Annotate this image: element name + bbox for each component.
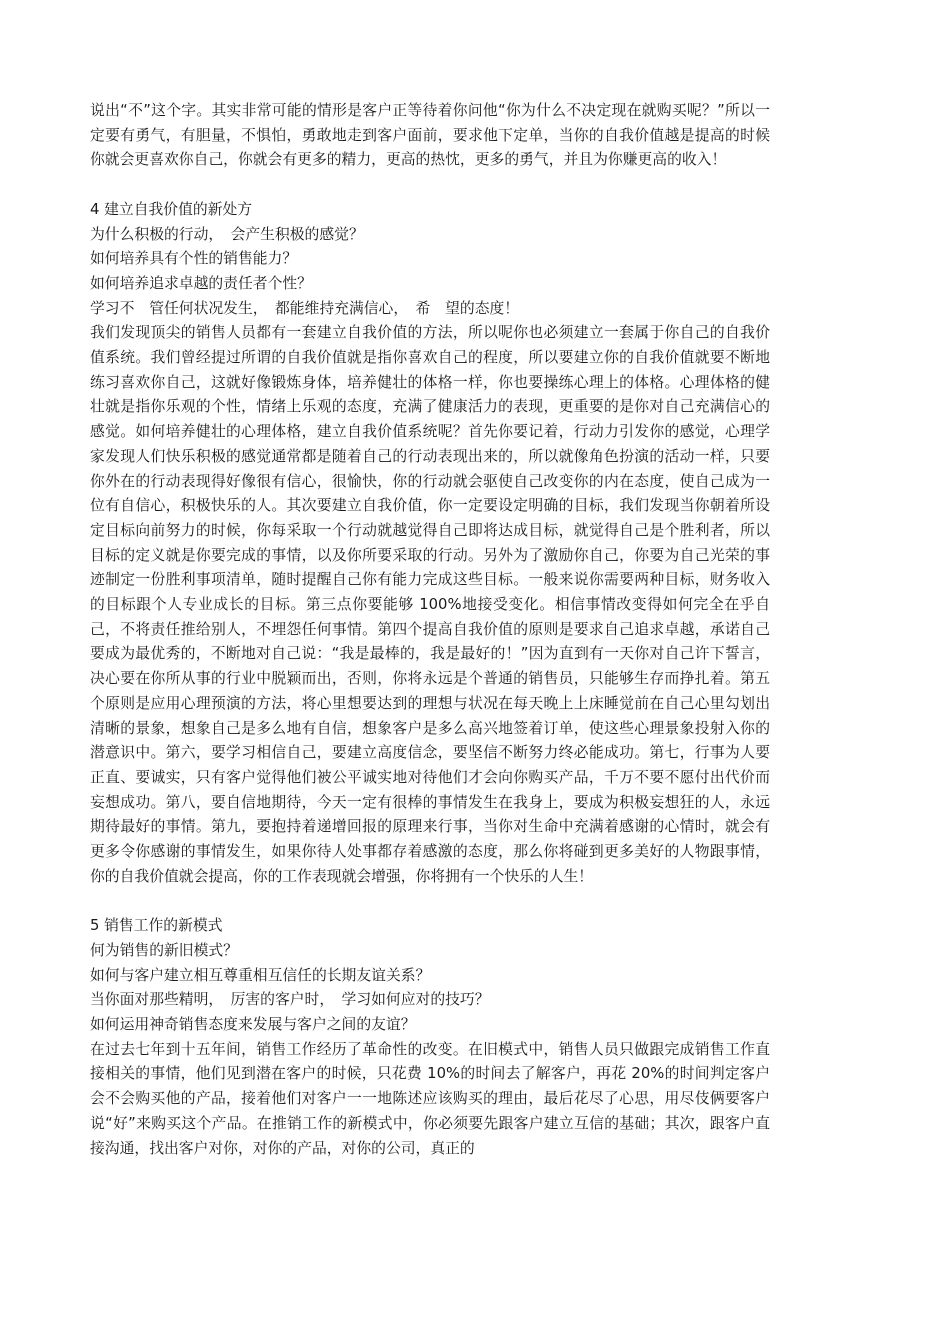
section-question: 学习不 管任何状况发生， 都能维持充满信心， 希 望的态度！ <box>90 299 520 317</box>
section-5 <box>90 914 770 1161</box>
section-question: 当你面对那些精明， 厉害的客户时， 学习如何应对的技巧？ <box>90 991 490 1009</box>
section-body: 我们发现顶尖的销售人员都有一套建立自我价值的方法，所以呢你也必须建立一套属于你自己的自我价值系统。我们曾经提过所谓的自我价值就是指你喜欢自己的程度，所以要建立你的自我价值就要不断地练习喜欢你自己，这就好像锻炼身体，培养健壮的体格一样，你也要操练心理上的体格。心理体格的健壮就是指你乐观的个性，情绪上乐观的态度，充满了健康活力的表现，更重要的是你对自己充满信心的感觉。如何培养健壮的心理体格，建立自我价值系统呢？首先你要记着，行动力引发你的感觉，心理学家发现人们快乐积极的感觉通常都是随着自己的行动表现出来的，所以就像角色扮演的活动一样，只要你外在的行动表现得好像很有信心，很愉快，你的行动就会驱使自己改变你的内在态度，使自己成为一位有自信心，积极快乐的人。其次要建立自我价值，你一定要设定明确的目标，我们发现当你朝着所设定目标向前努力的时候，你每采取一个行动就越觉得自己即将达成目标，就觉得自己是个胜利者，所以目标的定义就是你要完成的事情，以及你所要采取的行动。另外为了激励你自己，你要为自己光荣的事迹制定一份胜利事项清单，随时提醒自己你有能力完成这些目标。一般来说你需要两种目标，财务收入的目标跟个人专业成长的目标。第三点你要能够 100%地接受变化。相信事情改变得如何完全在乎自己，不将责任推给别人，不埋怨任何事情。第四个提高自我价值的原则是要求自己追求卓越，承诺自己要成为最优秀的，不断地对自己说：“我是最棒的，我是最好的！”因为直到有一天你对自己许下誓言，决心要在你所从事的行业中脱颖而出，否则，你将永远是个普通的销售员，只能够生存而挣扎着。第五个原则是应用心理预演的方法，将心里想要达到的理想与状况在每天晚上上床睡觉前在自己心里勾划出清晰的景象，想象自己是多么地有自信，想象客户是多么高兴地签着订单，使这些心理景象投射入你的潜意识中。第六，要学习相信自己，要建立高度信念，要坚信不断努力终必能成功。第七，行事为人要正直、要诚实，只有客户觉得他们被公平诚实地对待他们才会向你购买产品，千万不要不愿付出代价而妄想成功。第八，要自信地期待，今天一定有很棒的事情发生在我身上，要成为积极妄想狂的人，永远期待最好的事情。第九，要抱持着递增回报的原理来行事，当你对生命中充满着感谢的心情时，就会有更多令你感谢的事情发生，如果你待人处事都存着感激的态度，那么你将碰到更多美好的人物跟事情，你的自我价值就会提高，你的工作表现就会增强，你将拥有一个快乐的人生！ <box>90 324 770 885</box>
section-heading: 5 销售工作的新模式 <box>90 917 223 935</box>
intro-paragraph: 说出“不”这个字。其实非常可能的情形是客户正等待着你问他“你为什么不决定现在就购买呢？”所以一定要有勇气，有胆量，不惧怕，勇敢地走到客户面前，要求他下定单，当你的自我价值越是提高的时候你就会更喜欢你自己，你就会有更多的精力，更高的热忱，更多的勇气，并且为你赚更高的收入！ <box>90 102 770 169</box>
section-question: 如何培养追求卓越的责任者个性？ <box>90 274 312 292</box>
section-question: 如何运用神奇销售态度来发展与客户之间的友谊？ <box>90 1015 416 1033</box>
section-question: 如何培养具有个性的销售能力？ <box>90 250 298 268</box>
section-heading: 4 建立自我价值的新处方 <box>90 200 253 218</box>
section-question: 如何与客户建立相互尊重相互信任的长期友谊关系？ <box>90 966 431 984</box>
section-question: 何为销售的新旧模式？ <box>90 941 238 959</box>
document-content <box>90 99 770 1161</box>
section-question: 为什么积极的行动， 会产生积极的感觉？ <box>90 225 364 243</box>
section-body: 在过去七年到十五年间，销售工作经历了革命性的改变。在旧模式中，销售人员只做跟完成销售工作直接相关的事情，他们见到潜在客户的时候，只花费 10%的时间去了解客户，再花 20%的时间判定客户会不会购买他的产品，接着他们对客户一一地陈述应该购买的理由，最后花尽了心思，用尽伎俩要客户说“好”来购买这个产品。在推销工作的新模式中，你必须要先跟客户建立互信的基础；其次，跟客户直接沟通，找出客户对你，对你的产品，对你的公司，真正的 <box>90 1040 770 1157</box>
section-4 <box>90 198 770 890</box>
